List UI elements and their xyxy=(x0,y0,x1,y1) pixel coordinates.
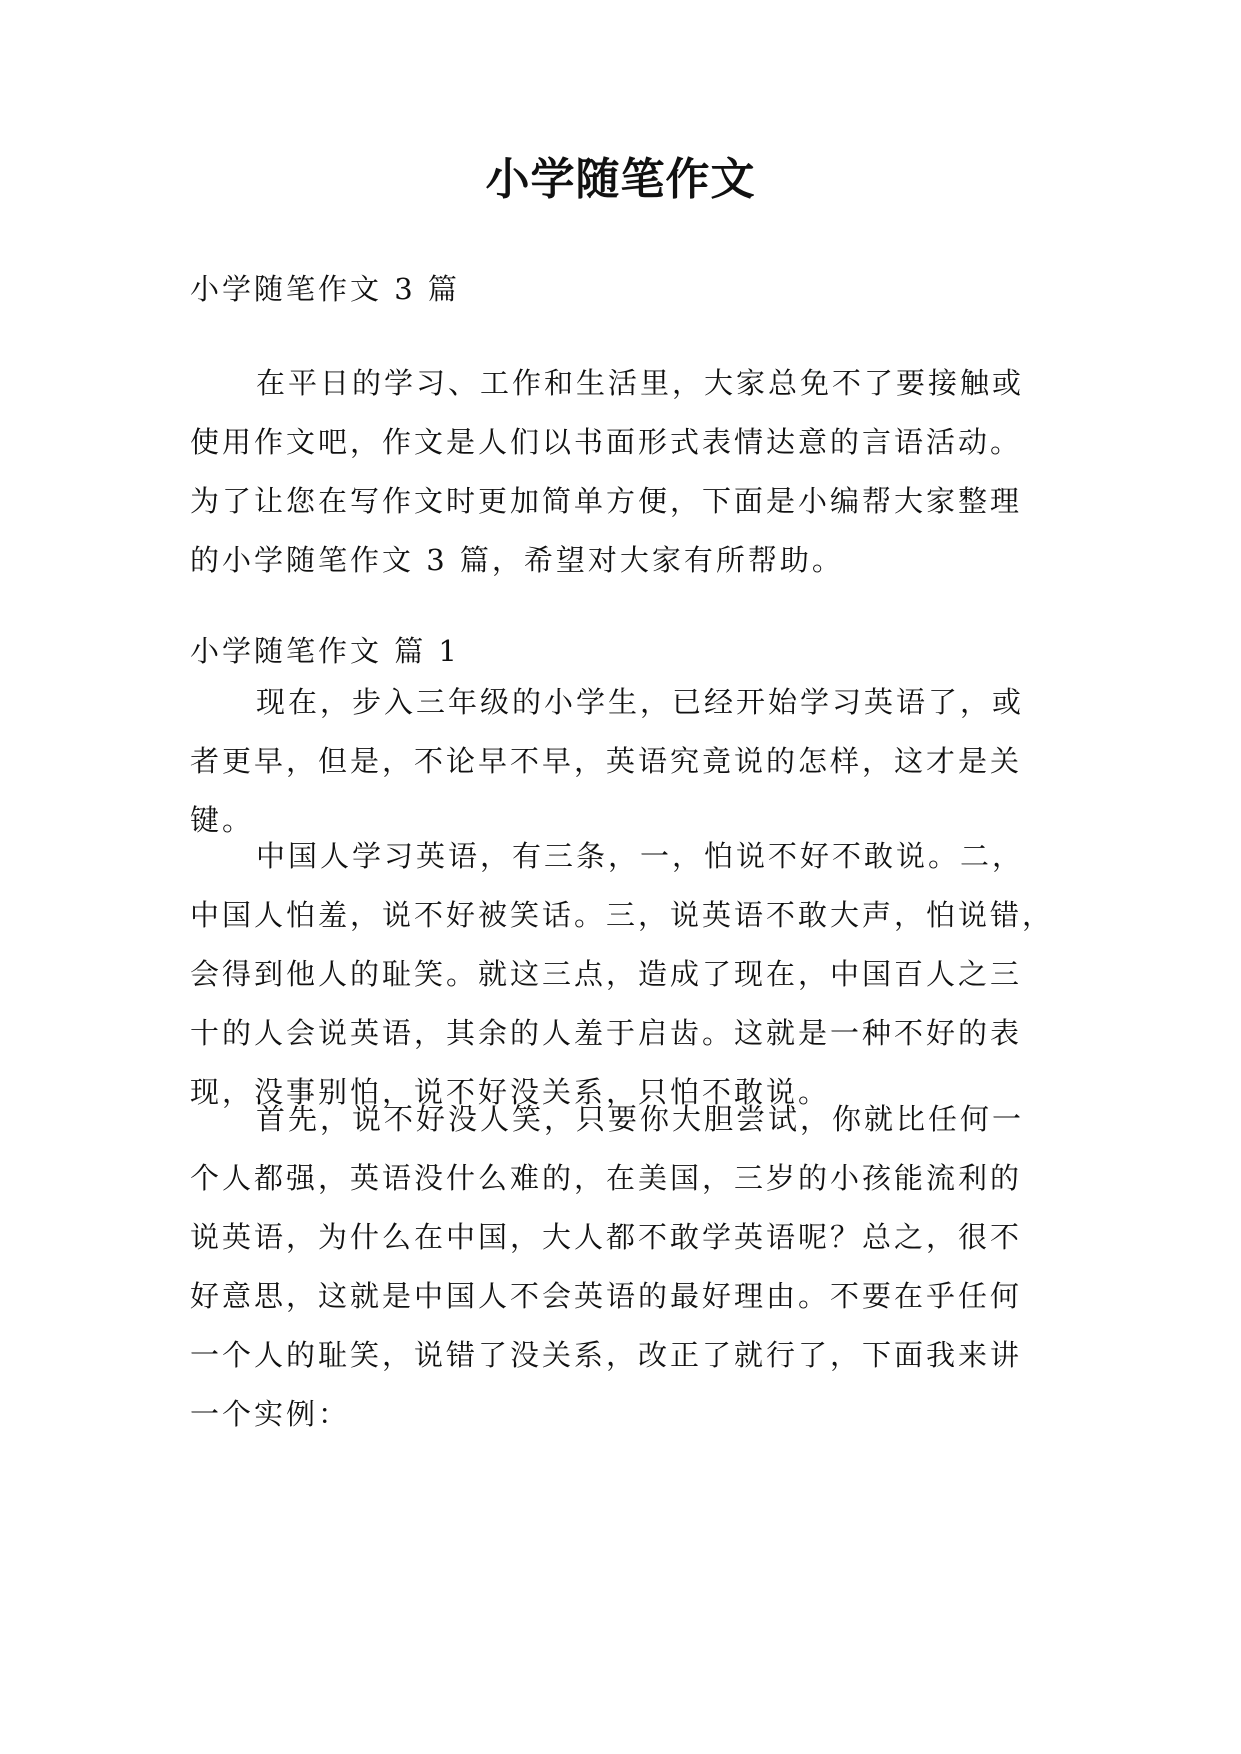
paragraph-line: 好意思，这就是中国人不会英语的最好理由。不要在乎任何 xyxy=(190,1279,1023,1313)
paragraph-line: 首先，说不好没人笑，只要你大胆尝试，你就比任何一 xyxy=(256,1102,1025,1136)
paragraph-line: 现，没事别怕，说不好没关系，只怕不敢说。 xyxy=(190,1075,831,1109)
document-title: 小学随笔作文 xyxy=(485,154,756,205)
paragraph-line: 个人都强，英语没什么难的，在美国，三岁的小孩能流利的 xyxy=(190,1161,1023,1195)
paragraph-line: 者更早，但是，不论早不早，英语究竟说的怎样，这才是关 xyxy=(190,744,1023,778)
intro-line: 使用作文吧，作文是人们以书面形式表情达意的言语活动。 xyxy=(190,425,1023,459)
paragraph-line: 一个人的耻笑，说错了没关系，改正了就行了，下面我来讲 xyxy=(190,1338,1023,1372)
paragraph-line: 键。 xyxy=(190,803,255,837)
paragraph-line: 十的人会说英语，其余的人羞于启齿。这就是一种不好的表 xyxy=(190,1016,1023,1050)
paragraph-3 xyxy=(190,1090,1070,1444)
intro-line: 为了让您在写作文时更加简单方便，下面是小编帮大家整理 xyxy=(190,484,1023,518)
paragraph-line: 中国人学习英语，有三条，一，怕说不好不敢说。二， xyxy=(256,839,1025,873)
paragraph-line: 现在，步入三年级的小学生，已经开始学习英语了，或 xyxy=(256,685,1025,719)
paragraph-1 xyxy=(190,673,1070,850)
intro-line: 的小学随笔作文 3 篇，希望对大家有所帮助。 xyxy=(190,543,844,577)
paragraph-2 xyxy=(190,827,1070,1122)
paragraph-line: 一个实例： xyxy=(190,1397,351,1431)
paragraph-line: 会得到他人的耻笑。就这三点，造成了现在，中国百人之三 xyxy=(190,957,1023,991)
section-heading: 小学随笔作文 篇 1 xyxy=(190,634,460,668)
intro-line: 在平日的学习、工作和生活里，大家总免不了要接触或 xyxy=(256,366,1025,400)
intro-paragraph xyxy=(190,354,1070,590)
paragraph-line: 说英语，为什么在中国，大人都不敢学英语呢？总之，很不 xyxy=(190,1220,1023,1254)
paragraph-line: 中国人怕羞，说不好被笑话。三，说英语不敢大声，怕说错， xyxy=(190,898,1055,932)
document-subtitle: 小学随笔作文 3 篇 xyxy=(190,272,460,306)
